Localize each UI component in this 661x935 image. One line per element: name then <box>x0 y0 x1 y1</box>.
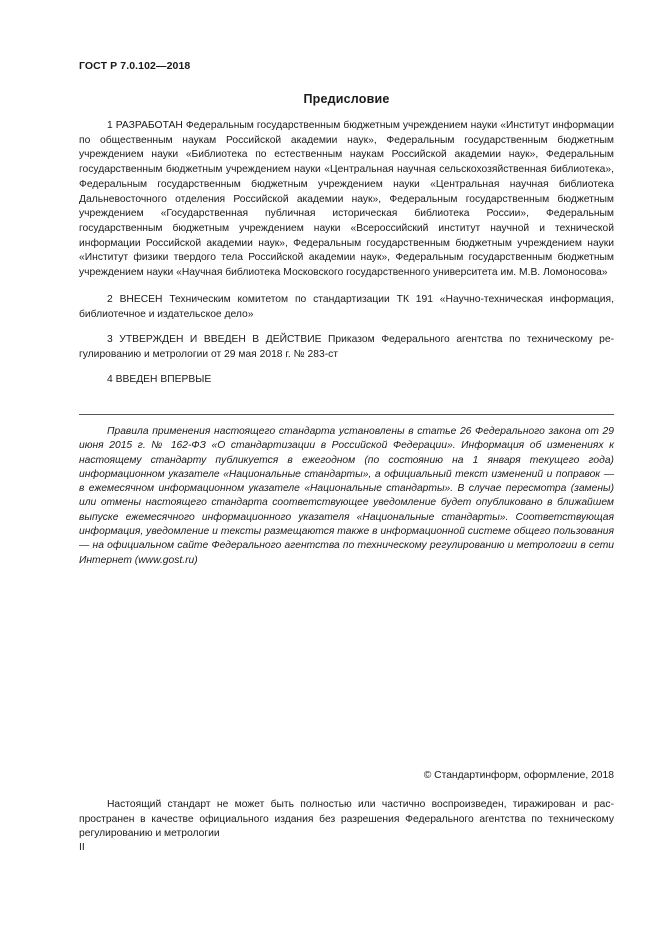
preface-item-developed-text: 1 РАЗРАБОТАН Федеральным государственным бюджетным учреждением науки «Институт информации по общественным наукам Российской академии наук», Федеральным государственным бюджетным учреждением науки «Библиотека по естественным наукам Российской академии наук», Федеральным государственным бюджетным учреждением науки «Центральная научная сельскохозяйственная библиотека», Федеральным государственным бюджетным учреждением науки «Центральная научная библиотека Дальневосточного отделения Российской академии наук», Федеральным государственным бюджетным учреждением «Государственная публичная историческая библиотека России», Федеральным государственным бюджетным учреждением науки «Всероссийский институт научной и технической информации Российской академии наук», Федеральным государственным бюджетным учреждением науки «Институт физики твердого тела Российской академии наук», Федеральным государственным бюджетным учреждением науки «Научная библиотека Московского государственного университета им. М.В. Ломоносова» <box>79 120 614 279</box>
preface-item-developed <box>79 119 614 281</box>
copyright-line: © Стандартинформ, оформление, 2018 <box>423 770 614 781</box>
section-divider <box>79 414 614 415</box>
preface-item-approved <box>79 333 614 362</box>
preface-title-text: Предисловие <box>303 92 390 106</box>
preface-item-approved-text: 3 УТВЕРЖДЕН И ВВЕДЕН В ДЕЙСТВИЕ Приказом Федерального агентства по техническому регулированию и метрологии от 29 мая 2018 г. № 283-ст <box>79 334 614 360</box>
standard-application-notice <box>79 425 614 568</box>
preface-item-submitted-text: 2 ВНЕСЕН Техническим комитетом по стандартизации ТК 191 «Научно-техническая информация, библиотечное и издательское дело» <box>79 294 614 320</box>
document-code: ГОСТ Р 7.0.102—2018 <box>79 60 191 72</box>
preface-item-introduced-text: 4 ВВЕДЕН ВПЕРВЫЕ <box>107 374 212 385</box>
preface-item-submitted <box>79 293 614 322</box>
preface-item-introduced <box>79 373 614 388</box>
reproduction-notice-text: Настоящий стандарт не может быть полностью или частично воспроизведен, тиражирован и распространен в качестве официального издания без разрешения Федерального агентства по техническому регулированию и метрологии <box>79 799 614 840</box>
standard-application-notice-text: Правила применения настоящего стандарта установлены в статье 26 Федерального закона от 29 июня 2015 г. № 162-ФЗ «О стандартизации в Российской Федерации». Информация об изменениях к настоящему стандарту публикуется в ежегодном (по состоянию на 1 января текущего года) информационном указателе «Национальные стандарты», а официальный текст изменений и поправок — в ежемесячном информационном указателе «Национальные стандарты». В случае пересмотра (замены) или отмены настоящего стандарта соответствующее уведомление будет опубликовано в ближайшем выпуске ежемесячного информационного указателя «Национальные стандарты». Соответствующая информация, уведомление и тексты размещаются также в информационной системе общего пользования — на официальном сайте Федерального агентства по техническому регулированию и метрологии в сети Интернет (www.gost.ru) <box>79 426 614 566</box>
reproduction-notice <box>79 798 614 842</box>
preface-title <box>0 92 661 106</box>
page-number: II <box>79 842 85 853</box>
